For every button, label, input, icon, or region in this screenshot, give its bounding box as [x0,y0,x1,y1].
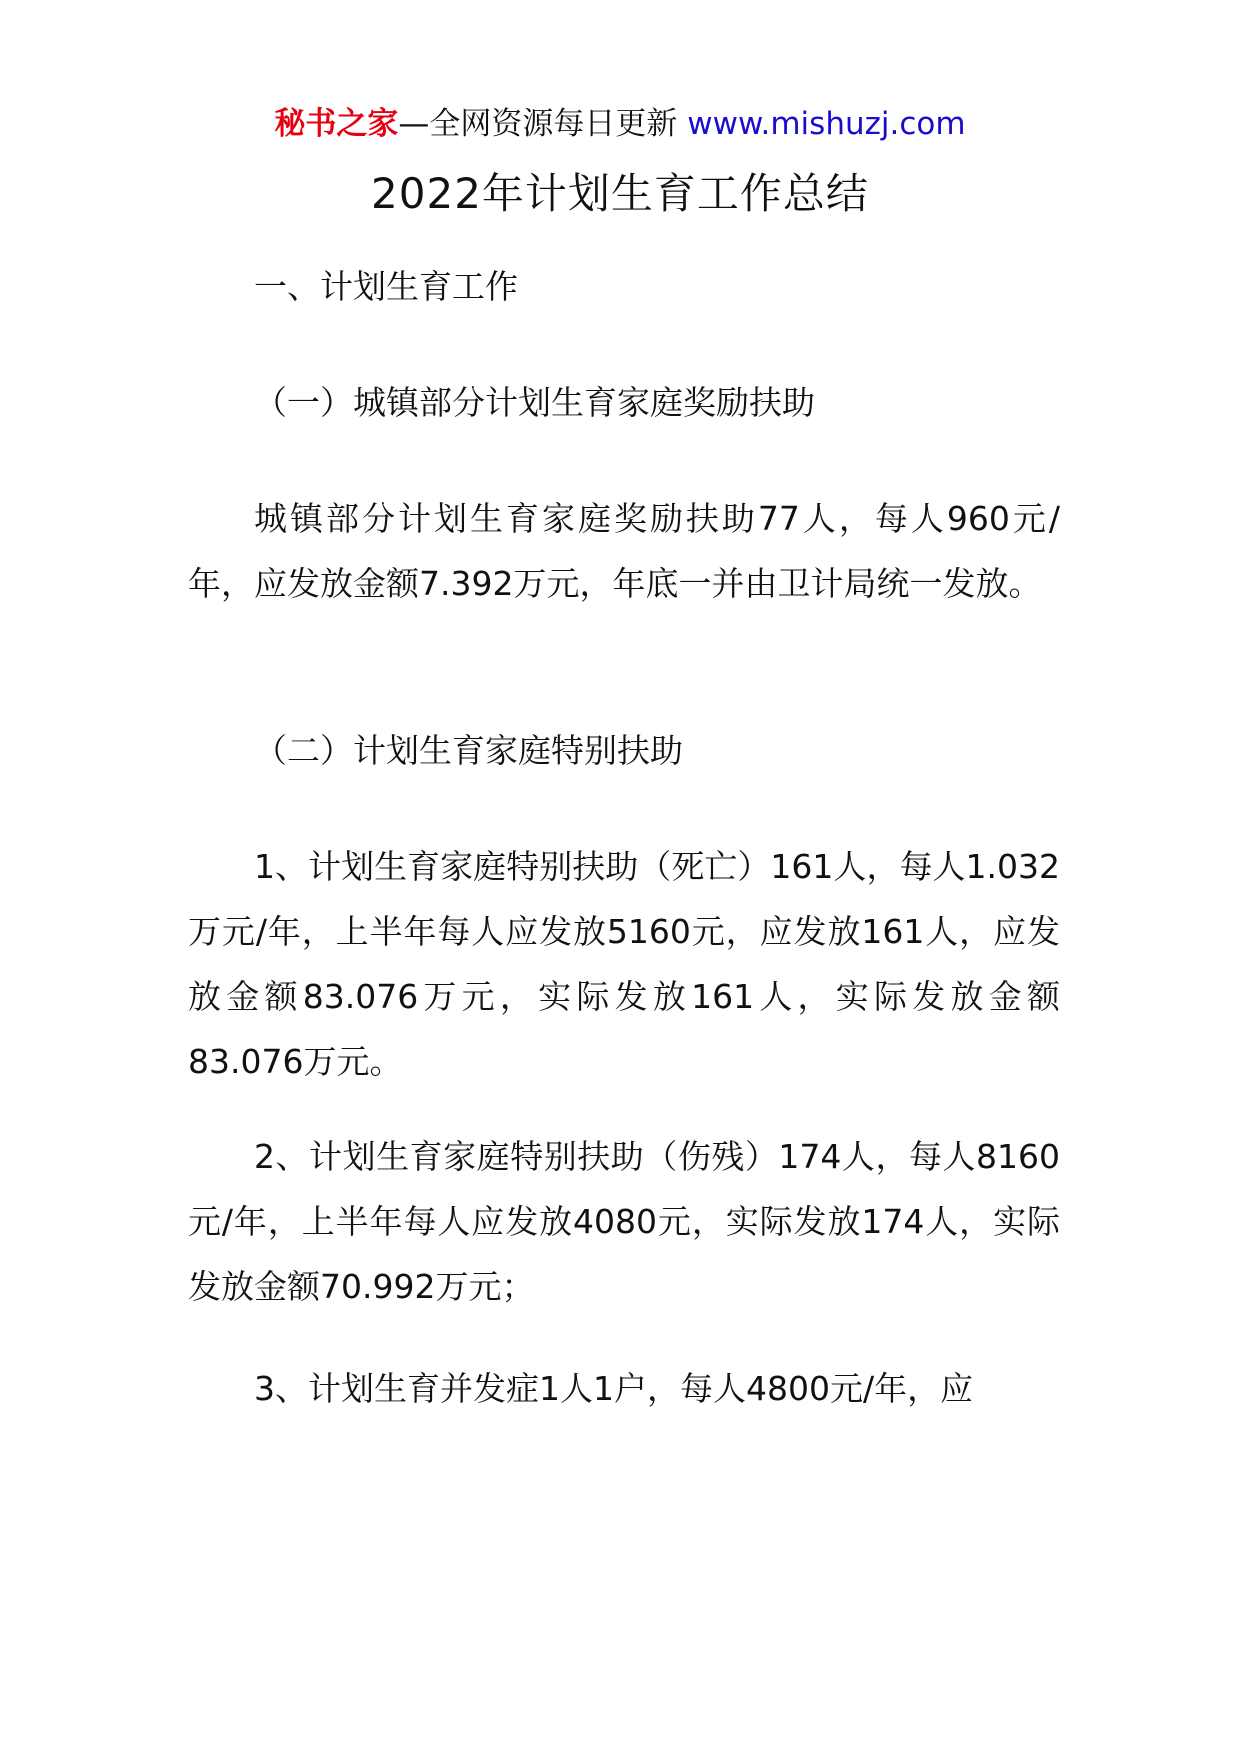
brand-slogan: —全网资源每日更新 [398,106,678,142]
paragraph-complication: 3、计划生育并发症1人1户，每人4800元/年，应 [254,1369,974,1408]
subsection-heading-1: （一）城镇部分计划生育家庭奖励扶助 [254,383,815,422]
paragraph-special-aid-disability: 2、计划生育家庭特别扶助（伤残）174人，每人8160元/年，上半年每人应发放4080元，实际发放174人，实际发放金额70.992万元； [188,1137,1060,1306]
document-title: 2022年计划生育工作总结 [371,169,869,218]
subsection-heading-2: （二）计划生育家庭特别扶助 [254,731,683,770]
section-heading-1: 一、计划生育工作 [254,267,518,306]
brand-name: 秘书之家 [274,106,399,142]
site-header [0,104,1240,144]
paragraph-special-aid-death: 1、计划生育家庭特别扶助（死亡）161人，每人1.032万元/年，上半年每人应发放5160元，应发放161人，应发放金额83.076万元，实际发放161人，实际发放金额83.076万元。 [188,847,1060,1081]
paragraph-urban-reward: 城镇部分计划生育家庭奖励扶助77人，每人960元/年，应发放金额7.392万元，年底一并由卫计局统一发放。 [188,499,1060,603]
site-url-link[interactable]: www.mishuzj.com [687,106,966,142]
